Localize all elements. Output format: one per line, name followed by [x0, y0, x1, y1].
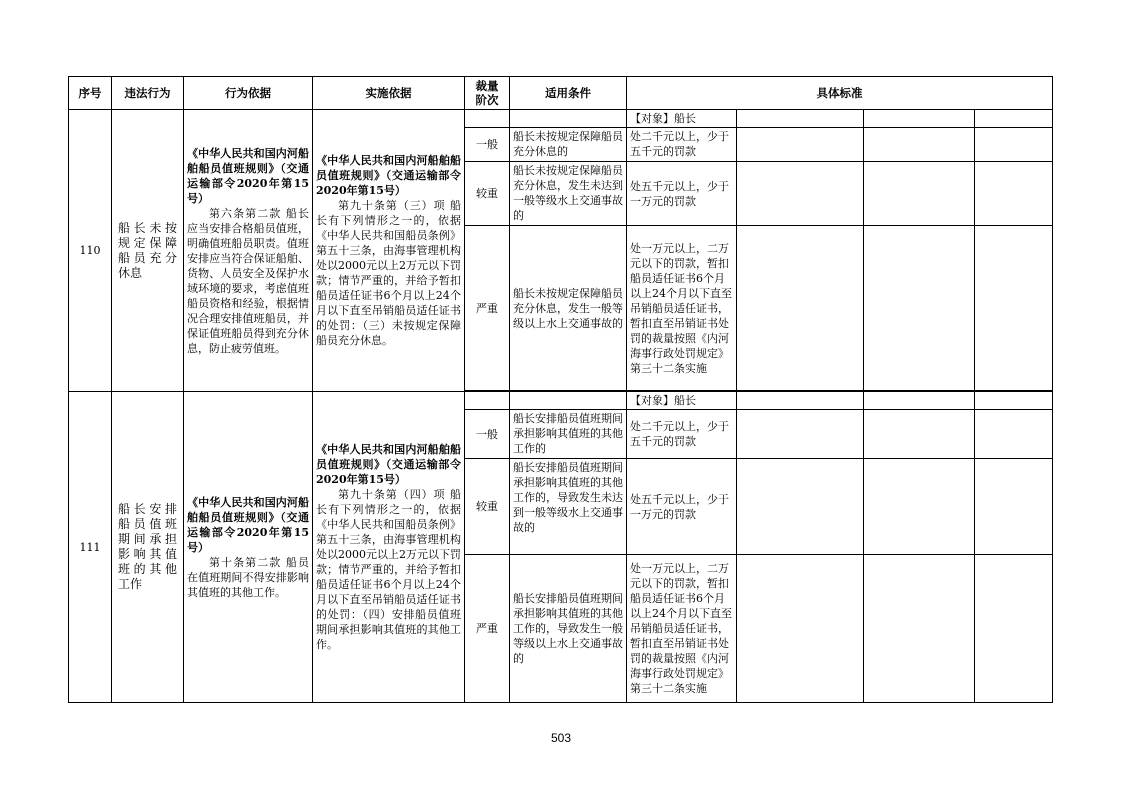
penalty-table [68, 76, 1053, 703]
impl-basis-title: 《中华人民共和国内河船舶船员值班规则》（交通运输部令2020年第15号） [316, 154, 461, 197]
impl-basis-title: 《中华人民共和国内河船舶船员值班规则》（交通运输部令2020年第15号） [316, 443, 461, 486]
standard-cell: 处二千元以上，少于五千元的罚款 [627, 410, 737, 459]
header-violation: 违法行为 [112, 77, 184, 110]
header-level: 裁量 阶次 [465, 77, 510, 110]
impl-basis-cell [313, 392, 465, 703]
standard-cell: 处一万元以上，二万元以下的罚款，暂扣船员适任证书6个月以上24个月以下直至吊销船员适任证书，暂扣直至吊销证书处罚的裁量按照《内河海事行政处罚规定》第三十二条实施 [627, 226, 737, 391]
standard-cell: 处一万元以上，二万元以下的罚款，暂扣船员适任证书6个月以上24个月以下直至吊销船员适任证书，暂扣直至吊销证书处罚的裁量按照《内河海事行政处罚规定》第三十二条实施 [627, 555, 737, 703]
header-conditions: 适用条件 [510, 77, 627, 110]
header-behavior-basis: 行为依据 [184, 77, 313, 110]
header-no: 序号 [69, 77, 112, 110]
violation-cell: 船长未按规定保障船员充分休息 [112, 110, 184, 392]
behavior-basis-cell [184, 392, 313, 703]
standard-cell: 处五千元以上，少于一万元的罚款 [627, 162, 737, 226]
behavior-basis-cell [184, 110, 313, 392]
level-cell: 严重 [465, 555, 510, 703]
condition-cell: 船长未按规定保障船员充分休息的 [510, 128, 627, 162]
behavior-basis-body: 第六条第二款 船长应当安排合格船员值班，明确值班船员职责。值班安排应当符合保证船舶、货物、人员安全及保护水域环境的要求，考虑值班船员资格和经验，根据情况合理安排值班船员，并保证值班船员得到充分休息，防止疲劳值班。 [187, 206, 309, 355]
condition-cell: 船长未按规定保障船员充分休息，发生未达到一般等级水上交通事故的 [510, 162, 627, 226]
condition-cell: 船长未按规定保障船员充分休息，发生一般等级以上水上交通事故的 [510, 226, 627, 391]
level-cell: 一般 [465, 410, 510, 459]
condition-cell: 船长安排船员值班期间承担影响其值班的其他工作的，导致发生一般等级以上水上交通事故的 [510, 555, 627, 703]
level-cell: 一般 [465, 128, 510, 162]
condition-cell: 船长安排船员值班期间承担影响其值班的其他工作的，导致发生未达到一般等级水上交通事故的 [510, 459, 627, 555]
standard-cell: 处二千元以上，少于五千元的罚款 [627, 128, 737, 162]
header-standard: 具体标准 [627, 77, 1053, 110]
level-cell: 较重 [465, 459, 510, 555]
table-row [69, 110, 1053, 128]
behavior-basis-title: 《中华人民共和国内河船舶船员值班规则》（交通运输部令2020年第15号） [187, 495, 309, 554]
object-cell: 【对象】船长 [627, 392, 737, 410]
level-cell: 严重 [465, 226, 510, 391]
impl-basis-body: 第九十条第（四）项 船长有下列情形之一的，依据《中华人民共和国船员条例》第五十三条，由海事管理机构处以2000元以上2万元以下罚款；情节严重的，并给予暂扣船员适任证书6个月以上24个月以下直至吊销船员适任证书的处罚：（四）安排船员值班期间承担影响其值班的其他工作。 [316, 488, 461, 651]
row-number: 110 [69, 110, 112, 392]
row-number: 111 [69, 392, 112, 703]
violation-cell: 船长安排船员值班期间承担影响其值班的其他工作 [112, 392, 184, 703]
condition-cell: 船长安排船员值班期间承担影响其值班的其他工作的 [510, 410, 627, 459]
page-number: 503 [550, 731, 572, 745]
impl-basis-body: 第九十条第（三）项 船长有下列情形之一的，依据《中华人民共和国船员条例》第五十三条，由海事管理机构处以2000元以上2万元以下罚款；情节严重的，并给予暂扣船员适任证书6个月以上24个月以下直至吊销船员适任证书的处罚：（三）未按规定保障船员充分休息。 [316, 199, 461, 347]
header-row [69, 77, 1053, 110]
object-cell: 【对象】船长 [627, 110, 737, 128]
level-cell: 较重 [465, 162, 510, 226]
behavior-basis-title: 《中华人民共和国内河船舶船员值班规则》（交通运输部令2020年第15号） [187, 146, 309, 205]
table-row [69, 392, 1053, 410]
behavior-basis-body: 第十条第二款 船员在值班期间不得安排影响其值班的其他工作。 [187, 555, 309, 599]
standard-cell: 处五千元以上，少于一万元的罚款 [627, 459, 737, 555]
header-impl-basis: 实施依据 [313, 77, 465, 110]
impl-basis-cell [313, 110, 465, 392]
